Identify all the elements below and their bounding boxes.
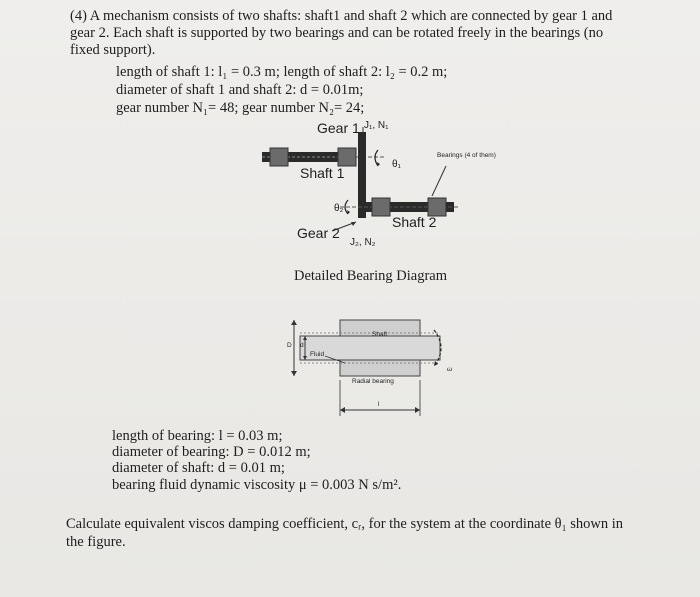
param-line-1: length of shaft 1: l₁ = 0.3 m; length of shaft 2: l₂ = 0.2 m; (116, 64, 448, 80)
bearing-1 (270, 148, 288, 166)
radial-bearing-label: Radial bearing (352, 378, 394, 385)
param-line-3: gear number N₁= 48; gear number N₂= 24; (116, 100, 365, 116)
intro-line-3: fixed support). (70, 42, 156, 58)
D-label: D (287, 342, 292, 349)
gear-2 (358, 184, 366, 218)
question-line-1: Calculate equivalent viscos damping coefficient, cᵣ, for the system at the coordinate θ₁ shown in (66, 516, 624, 532)
bearing-diagram-title: Detailed Bearing Diagram (294, 268, 447, 284)
bearings-pointer (432, 166, 446, 196)
param-line-2: diameter of shaft 1 and shaft 2: d = 0.01m; (116, 82, 364, 98)
theta-1-label: θ₁ (392, 159, 401, 170)
theta-2-label: θ₂ (334, 203, 344, 214)
omega-label: ω (447, 366, 453, 373)
bearing-param-4: bearing fluid dynamic viscosity μ = 0.003 N s/m². (112, 477, 402, 493)
shaft-1-label: Shaft 1 (300, 165, 345, 181)
intro-line-2: gear 2. Each shaft is supported by two bearings and can be rotated freely in the bearings (no (70, 25, 604, 41)
shaft-2-label: Shaft 2 (392, 214, 437, 230)
gear-2-label: Gear 2 (297, 225, 340, 241)
gear-2-param: J₂, N₂ (350, 237, 376, 248)
bearing-param-3: diameter of shaft: d = 0.01 m; (112, 460, 285, 476)
bearing-param-2: diameter of bearing: D = 0.012 m; (112, 444, 311, 460)
d-label: d (300, 342, 304, 349)
gear-1-param: J₁, N₁ (364, 120, 389, 131)
bearing-3 (372, 198, 390, 216)
bearings-label: Bearings (4 of them) (437, 152, 496, 159)
shaft-label: Shaft (372, 331, 388, 338)
bearing-param-1: length of bearing: l = 0.03 m; (112, 428, 283, 444)
l-label: l (378, 401, 380, 408)
gear-1-label: Gear 1 (317, 120, 360, 136)
gear-1 (358, 132, 366, 184)
fluid-label: Fluid (310, 351, 325, 358)
bearing-2 (338, 148, 356, 166)
question-line-2: the figure. (66, 534, 126, 550)
intro-line-1: (4) A mechanism consists of two shafts: shaft1 and shaft 2 which are connected by gear 1 and (70, 8, 613, 24)
